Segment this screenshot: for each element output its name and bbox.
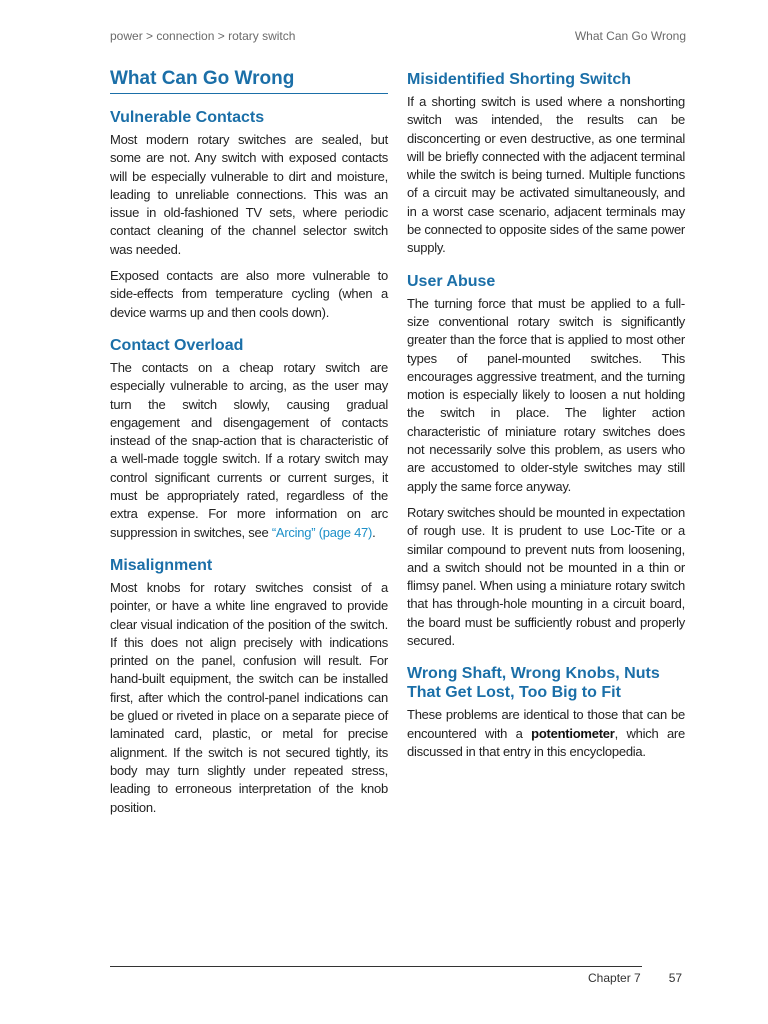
overload-text-end: .: [372, 524, 376, 540]
footer: [588, 971, 682, 985]
heading-user-abuse: User Abuse: [407, 272, 496, 290]
heading-misalignment: Misalignment: [110, 556, 213, 574]
right-column: [407, 66, 685, 769]
heading-contact-overload: Contact Overload: [110, 336, 244, 354]
paragraph-abuse-1: The turning force that must be applied to a full-size conventional rotary switch is significantly greater than the force that is applied to most other types of panel-mounted switches. This encourages aggressive treatment, and the turning motion is especially likely to loosen a nut holding the switch in place. The lighter action characteristic of miniature rotary switches does not necessarily solve this problem, as users who are accustomed to older-style switches may still apply the same force anyway.: [407, 295, 685, 494]
heading-wrong-shaft: Wrong Shaft, Wrong Knobs, Nuts That Get Lost, Too Big to Fit: [407, 665, 660, 702]
page-number: 57: [668, 971, 683, 985]
wrong-text-end: , which are discussed in that entry in this encyclopedia.: [407, 725, 685, 759]
breadcrumb: power > connection > rotary switch: [110, 29, 296, 43]
paragraph-vulnerable-1: Most modern rotary switches are sealed, but some are not. Any switch with exposed contacts will be especially vulnerable to dirt and moisture, leading to unreliable connections. This was an issue in old-fashioned TV sets, where periodic contact cleaning of the channel selector switch was needed.: [110, 132, 388, 257]
paragraph-shorting-1: If a shorting switch is used where a nonshorting switch was intended, the results can be disconcerting or even destructive, as one terminal will be briefly connected with the adjacent terminal while the switch is being turned. Multiple functions of a circuit may be activated simultaneously, and in a worst case scenario, adjacent terminals may be connected to opposite sides of the same power supply.: [407, 94, 685, 256]
heading-misidentified-shorting-switch: Misidentified Shorting Switch: [407, 71, 631, 88]
chapter-label: Chapter 7: [588, 971, 641, 985]
left-column: [110, 66, 388, 825]
arcing-page-link[interactable]: “Arcing” (page 47): [271, 524, 373, 540]
wrong-text: These problems are identical to those that can be encountered with a: [407, 707, 685, 741]
running-head: [110, 29, 686, 43]
running-section-title: What Can Go Wrong: [574, 29, 686, 43]
section-title: What Can Go Wrong: [110, 68, 388, 94]
potentiometer-term: potentiometer: [531, 725, 615, 741]
overload-text: The contacts on a cheap rotary switch are especially vulnerable to arcing, as the user may turn the switch slowly, causing gradual engagement and disengagement of contacts instead of the snap-action that is characteristic of a well-made toggle switch. If a rotary switch may control significant currents or current surges, it must be appropriately rated, regardless of the extra expense. For more information on arc suppression in switches, see: [110, 359, 388, 540]
paragraph-misalignment-1: Most knobs for rotary switches consist of a pointer, or have a white line engraved to provide clear visual indication of the position of the switch. If this does not align precisely with indications printed on the panel, confusion will result. For hand-built equipment, the switch can be installed first, after which the control-panel indications can be glued or riveted in place on a separate piece of laminated card, plastic, or metal for precise alignment. If the switch is not secured tightly, its body may turn slightly under repeated stress, leading to erroneous interpretation of the knob position.: [110, 579, 388, 815]
paragraph-overload-1: [110, 359, 388, 542]
paragraph-abuse-2: Rotary switches should be mounted in expectation of rough use. It is prudent to use Loc-Tite or a similar compound to prevent nuts from loosening, and a switch should not be mounted in a thin or flimsy panel. When using a miniature rotary switch that has through-hole mounting in a circuit board, the board must be sufficiently robust and properly secured.: [407, 504, 685, 649]
heading-vulnerable-contacts: Vulnerable Contacts: [110, 109, 265, 126]
paragraph-vulnerable-2: Exposed contacts are also more vulnerable to side-effects from temperature cycling (when a device warms up and then cools down).: [110, 268, 388, 320]
paragraph-wrong-1: [407, 706, 685, 761]
footer-rule: [110, 966, 642, 967]
